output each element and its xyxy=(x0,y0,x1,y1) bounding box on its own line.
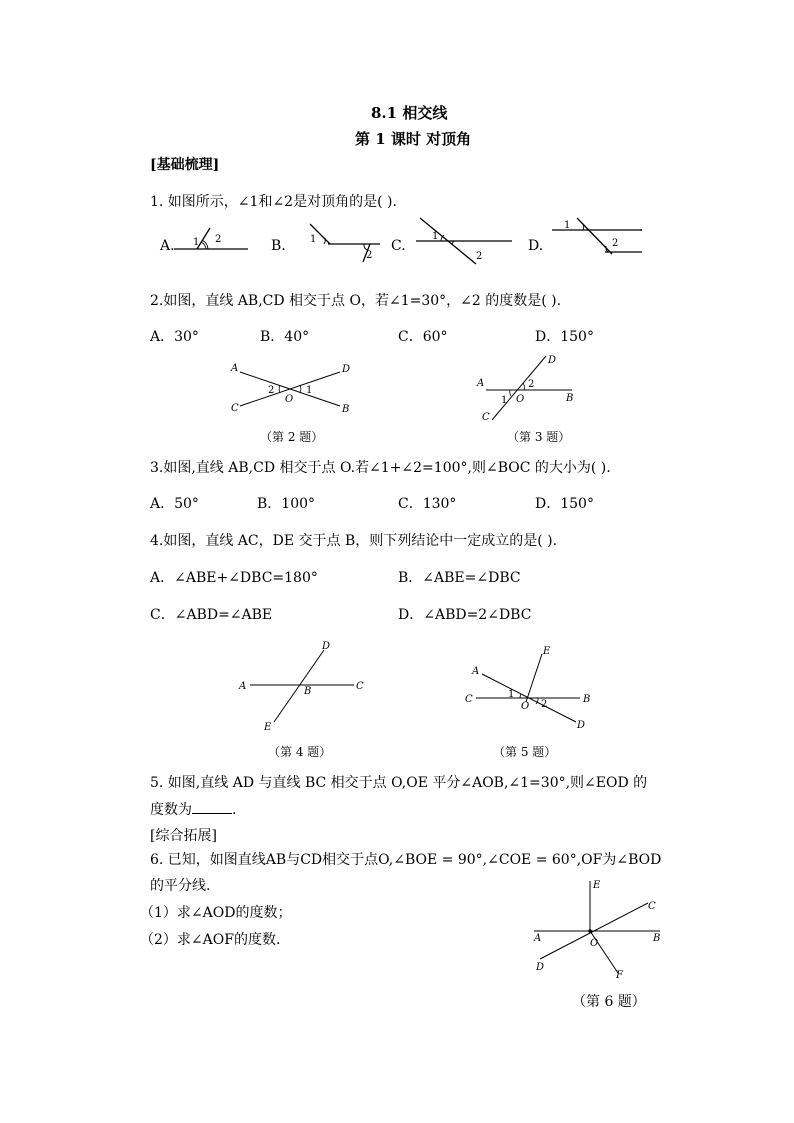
question-2-text: 2.如图，直线 AB,CD 相交于点 O，若∠1=30°，∠2 的度数是( ). xyxy=(150,293,562,309)
figure-6-diagram xyxy=(528,875,668,985)
fig5-label-d: D xyxy=(577,720,586,731)
fig3-label-b: B xyxy=(566,393,574,404)
question-5-line1: 5. 如图,直线 AD 与直线 BC 相交于点 O,OE 平分∠AOB,∠1=30°,则∠EOD 的 xyxy=(150,775,648,791)
question-6-sub2: （2）求∠AOF的度数. xyxy=(140,932,281,948)
q1a-label-2: 2 xyxy=(215,234,222,245)
q1-option-c-label: C. xyxy=(391,238,406,254)
fig6-label-d: D xyxy=(536,962,545,973)
fig2-label-d: D xyxy=(342,364,351,375)
figure-5-caption: （第 5 题） xyxy=(493,745,557,759)
fig5-label-o: O xyxy=(521,701,530,712)
fig2-label-a: A xyxy=(231,363,239,374)
q3-option-c: C．130° xyxy=(398,496,457,512)
fig2-label-c: C xyxy=(231,403,239,414)
figure-6-caption: （第 6 题） xyxy=(572,994,646,1010)
fig3-label-a: A xyxy=(477,378,485,389)
question-4-text: 4.如图，直线 AC，DE 交于点 B，则下列结论中一定成立的是( ). xyxy=(150,533,558,549)
answer-blank[interactable] xyxy=(192,801,232,814)
q1c-label-2: 2 xyxy=(476,251,483,262)
fig6-label-a: A xyxy=(534,933,542,944)
fig2-label-1: 1 xyxy=(306,385,313,396)
q1c-label-1: 1 xyxy=(432,231,439,242)
fig5-label-e: E xyxy=(543,646,551,657)
fig3-label-2: 2 xyxy=(528,379,535,390)
q4-option-b: B．∠ABE=∠DBC xyxy=(398,570,521,586)
figure-2-diagram xyxy=(228,360,358,420)
fig4-label-b: B xyxy=(304,686,312,697)
q2-option-a: A．30° xyxy=(150,329,199,345)
fig4-label-c: C xyxy=(356,681,364,692)
q3-option-b: B．100° xyxy=(257,496,316,512)
fig4-label-e: E xyxy=(264,722,272,733)
question-5-prefix: 度数为 xyxy=(150,802,192,818)
fig6-label-b: B xyxy=(653,933,661,944)
q4-option-d: D．∠ABD=2∠DBC xyxy=(398,607,532,623)
question-6-sub1: （1）求∠AOD的度数； xyxy=(140,905,292,921)
q1b-label-2: 2 xyxy=(366,250,373,261)
q2-option-c: C．60° xyxy=(398,329,448,345)
question-1-text: 1. 如图所示，∠1和∠2是对顶角的是( ). xyxy=(150,194,397,210)
q1-option-d-label: D. xyxy=(528,238,544,254)
fig6-label-c: C xyxy=(648,901,656,912)
page-title: 8.1 相交线 xyxy=(371,104,448,122)
fig2-label-2: 2 xyxy=(268,385,275,396)
fig6-label-o: O xyxy=(590,938,599,949)
section-heading-extension: [综合拓展] xyxy=(150,828,217,844)
figure-4-diagram xyxy=(236,640,371,735)
fig2-label-b: B xyxy=(342,404,350,415)
section-heading-basic: [基础梳理] xyxy=(150,157,220,173)
fig5-label-b: B xyxy=(583,694,591,705)
fig3-label-1: 1 xyxy=(501,395,508,406)
q1-figure-a xyxy=(172,222,252,257)
fig3-label-c: C xyxy=(482,412,490,423)
q1-option-a-label: A. xyxy=(160,238,175,254)
fig4-label-a: A xyxy=(239,681,247,692)
figure-5-diagram xyxy=(460,640,595,735)
figure-2-caption: （第 2 题） xyxy=(260,430,324,444)
q1a-label-1: 1 xyxy=(193,237,200,248)
q3-option-d: D．150° xyxy=(535,496,594,512)
q1b-label-1: 1 xyxy=(310,234,317,245)
fig6-label-f: F xyxy=(616,970,623,981)
q4-option-c: C．∠ABD=∠ABE xyxy=(150,607,273,623)
figure-3-caption: （第 3 题） xyxy=(507,430,571,444)
fig5-label-2: 2 xyxy=(541,699,548,710)
q1-figure-d xyxy=(550,214,645,259)
q1-option-b-label: B. xyxy=(271,238,286,254)
q1d-label-1: 1 xyxy=(564,220,571,231)
fig5-label-a: A xyxy=(472,666,480,677)
q1d-label-2: 2 xyxy=(612,238,619,249)
fig4-label-d: D xyxy=(322,641,331,652)
page-subtitle: 第 1 课时 对顶角 xyxy=(355,130,472,148)
fig3-label-d: D xyxy=(548,355,557,366)
figure-3-diagram xyxy=(472,350,582,425)
q3-option-a: A．50° xyxy=(150,496,199,512)
fig5-label-1: 1 xyxy=(508,689,515,700)
q4-option-a: A．∠ABE+∠DBC=180° xyxy=(150,570,318,586)
q1-figure-b xyxy=(290,220,385,265)
question-6-line1: 6. 已知，如图直线AB与CD相交于点O,∠BOE = 90°,∠COE = 60°,OF为∠BOD xyxy=(150,852,662,868)
q2-option-b: B．40° xyxy=(260,329,310,345)
fig3-label-o: O xyxy=(516,394,525,405)
q2-option-d: D．150° xyxy=(535,329,594,345)
question-3-text: 3.如图,直线 AB,CD 相交于点 O.若∠1+∠2=100°,则∠BOC 的大小为( ). xyxy=(150,460,611,476)
q1-figure-c xyxy=(404,214,516,266)
figure-4-caption: （第 4 题） xyxy=(268,745,332,759)
question-5-line2: 度数为 . xyxy=(150,802,237,818)
fig6-label-e: E xyxy=(593,880,601,891)
fig5-label-c: C xyxy=(465,694,473,705)
fig2-label-o: O xyxy=(285,394,294,405)
question-6-line2: 的平分线. xyxy=(150,878,211,894)
